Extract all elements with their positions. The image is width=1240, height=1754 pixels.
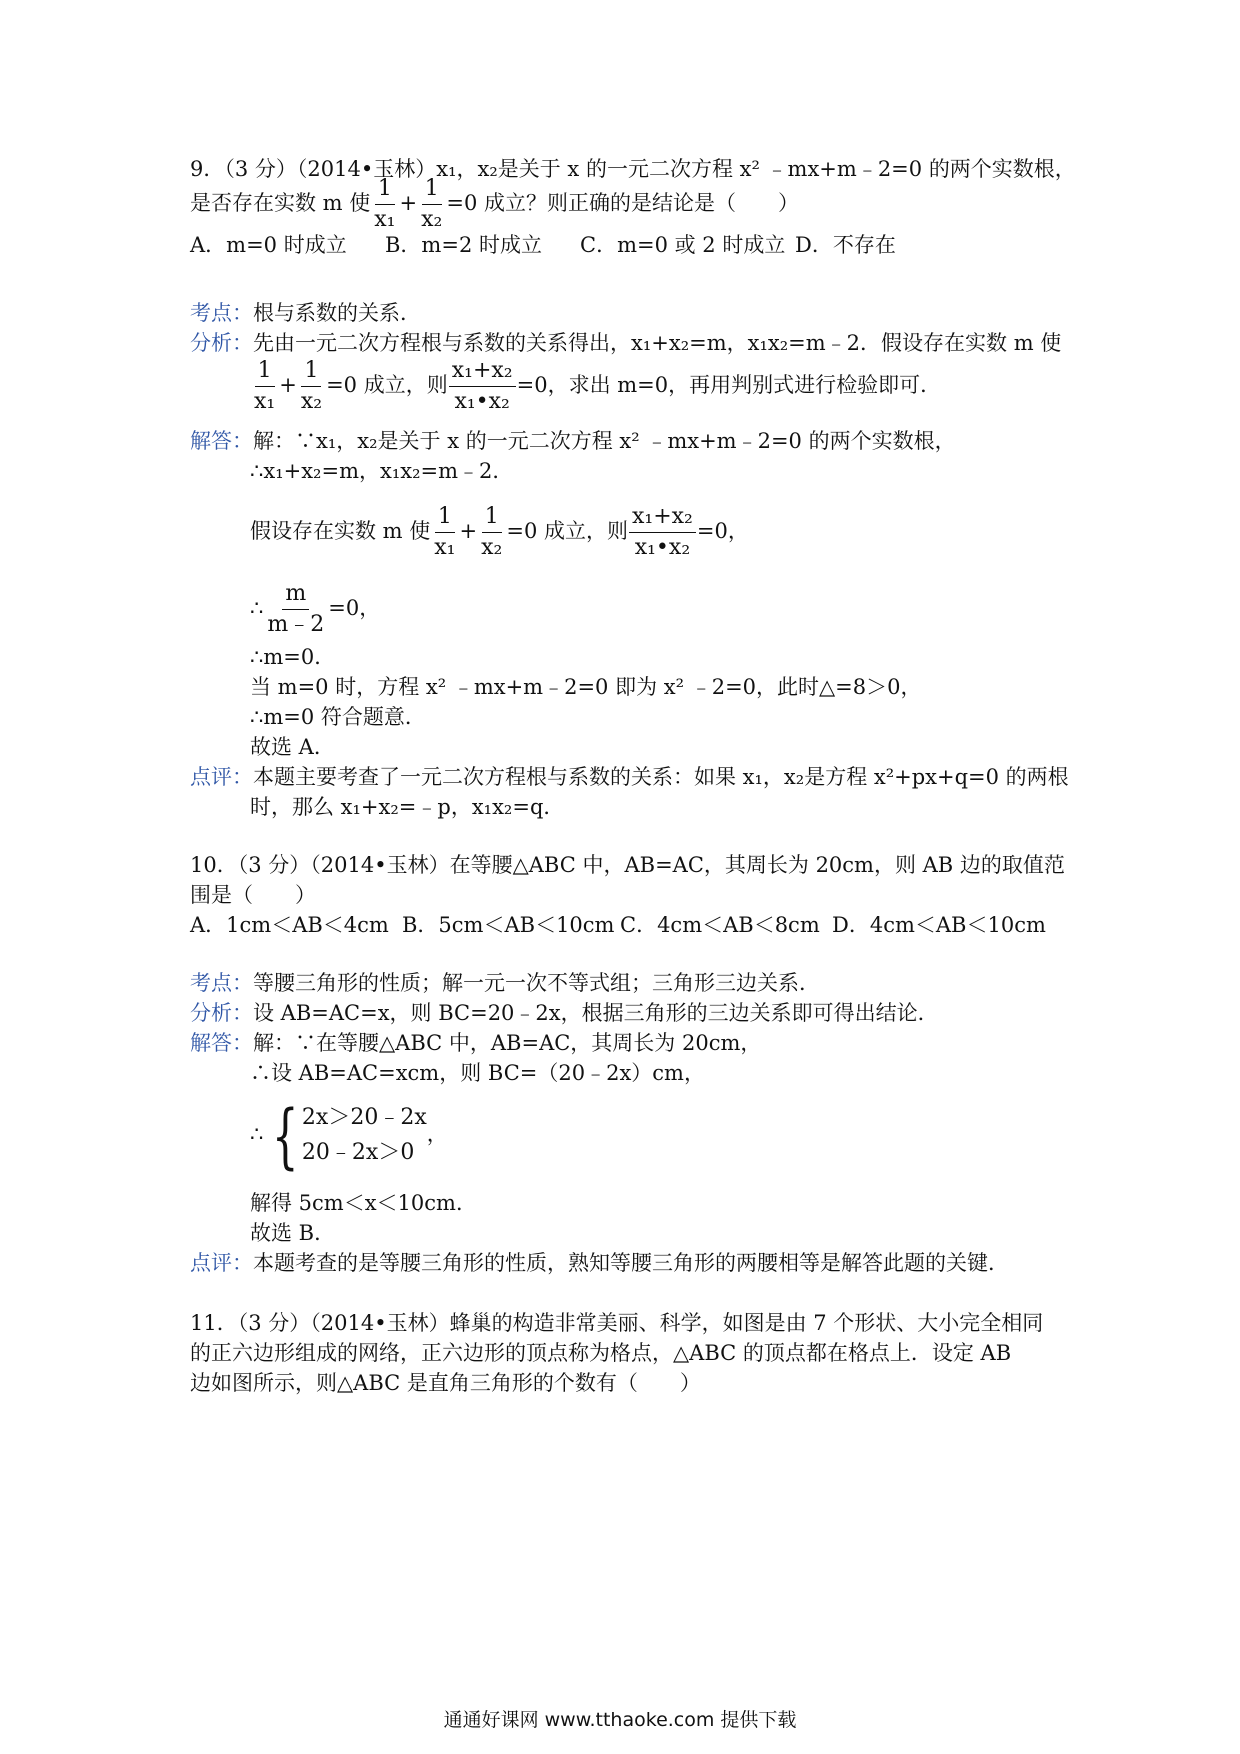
dianping-tag: 点评： xyxy=(190,765,253,789)
fenxi-tag: 分析： xyxy=(190,1001,253,1025)
q9-jieda-4 xyxy=(250,580,380,636)
fraction-numerator: x₁+x₂ xyxy=(629,506,696,533)
q9-fenxi-2 xyxy=(250,356,941,414)
q9-jieda-7: ∴m=0 符合题意． xyxy=(250,705,426,729)
fenxi-tag: 分析： xyxy=(190,331,253,355)
dianping-tag: 点评： xyxy=(190,1251,253,1275)
page-footer: 通通好课网 www.tthaoke.com 提供下载 xyxy=(443,1709,797,1731)
fraction-denominator: x₁ xyxy=(374,207,396,232)
therefore-sign: ∴ xyxy=(250,596,264,620)
q9-line2-pre: 是否存在实数 m 使 xyxy=(190,191,371,215)
fraction-numerator: 1 xyxy=(301,360,321,387)
q10-option-d: D．4cm＜AB＜10cm xyxy=(832,913,1046,937)
inequality-system xyxy=(263,1094,427,1177)
q9-options xyxy=(190,228,896,262)
q10-kaodian xyxy=(190,966,820,1000)
fraction-numerator: 1 xyxy=(482,506,502,533)
q11-line1: 11．（3 分）（2014•玉林）蜂巢的构造非常美丽、科学，如图是由 7 个形状、大小完全相同 xyxy=(190,1311,1044,1335)
plus-sign: + xyxy=(399,191,418,215)
dianping-text: 本题考查的是等腰三角形的性质，熟知等腰三角形的两腰相等是解答此题的关键． xyxy=(253,1251,1009,1275)
fraction-numerator: 1 xyxy=(375,178,395,205)
q9-option-b: B．m=2 时成立 xyxy=(385,233,542,257)
q9-fraction-1 xyxy=(371,178,398,231)
q10-options xyxy=(190,908,1046,942)
q11-line3: 边如图所示，则△ABC 是直角三角形的个数有（ ） xyxy=(190,1371,701,1395)
jieda-3-pre: 假设存在实数 m 使 xyxy=(250,519,431,543)
fraction-numerator: m xyxy=(282,583,309,610)
q9-option-d: D．不存在 xyxy=(795,233,896,257)
q9-jieda-fraction-4 xyxy=(264,583,327,636)
q10-fenxi xyxy=(190,996,939,1030)
q10-line2: 围是（ ） xyxy=(190,883,316,907)
q10-jieda-2: ∴设 AB=AC=xcm，则 BC=（20﹣2x）cm， xyxy=(250,1061,705,1085)
q10-option-a: A．1cm＜AB＜4cm xyxy=(190,913,389,937)
fraction-numerator: 1 xyxy=(422,178,442,205)
q10-jieda-1 xyxy=(190,1026,761,1060)
q9-jieda-8: 故选 A． xyxy=(250,735,335,759)
dianping-text: 本题主要考查了一元二次方程根与系数的关系：如果 x₁，x₂是方程 x²+px+q=0 的两根 xyxy=(253,765,1069,789)
q9-line2-post: =0 成立？则正确的是结论是（ ） xyxy=(446,191,799,215)
q10-dianping xyxy=(190,1246,1009,1280)
q9-dianping-2: 时，那么 x₁+x₂=﹣p，x₁x₂=q． xyxy=(250,795,565,819)
q9-fenxi-fraction-3 xyxy=(449,360,516,413)
therefore-sign: ∴ xyxy=(250,1122,264,1146)
fraction-denominator: x₂ xyxy=(421,207,443,232)
plus-sign: + xyxy=(279,373,297,397)
system-row-2: 20﹣2x＞0 xyxy=(301,1140,415,1165)
q9-jieda-5: ∴m=0． xyxy=(250,645,336,669)
q10-jieda-5: 故选 B． xyxy=(250,1221,336,1245)
fraction-denominator: m﹣2 xyxy=(267,612,325,637)
q9-jieda-fraction-3 xyxy=(629,506,696,559)
jieda-text: 解：∵x₁，x₂是关于 x 的一元二次方程 x² ﹣mx+m﹣2=0 的两个实数根， xyxy=(253,429,956,453)
fraction-denominator: x₁ xyxy=(434,535,456,560)
fraction-denominator: x₁•x₂ xyxy=(634,535,691,560)
fenxi-text: 设 AB=AC=x，则 BC=20﹣2x，根据三角形的三边关系即可得出结论． xyxy=(253,1001,939,1025)
fenxi-mid: =0 成立，则 xyxy=(326,373,448,397)
fraction-denominator: x₁ xyxy=(254,389,276,414)
q10-line1: 10．（3 分）（2014•玉林）在等腰△ABC 中，AB=AC，其周长为 20cm，则 AB 边的取值范 xyxy=(190,853,1065,877)
jieda-3-mid: =0 成立，则 xyxy=(506,519,628,543)
q9-option-c: C．m=0 或 2 时成立 xyxy=(580,233,786,257)
q10-jieda-3 xyxy=(250,1092,448,1176)
fraction-denominator: x₂ xyxy=(300,389,323,414)
fraction-denominator: x₂ xyxy=(481,535,503,560)
fenxi-post: =0，求出 m=0，再用判别式进行检验即可． xyxy=(516,373,942,397)
q9-fenxi-1 xyxy=(190,326,1061,360)
fraction-numerator: 1 xyxy=(435,506,455,533)
jieda-3-post: =0， xyxy=(696,519,749,543)
q9-line1: 9．（3 分）（2014•玉林）x₁，x₂是关于 x 的一元二次方程 x² ﹣mx+m﹣2=0 的两个实数根， xyxy=(190,157,1076,181)
system-row-1: 2x＞20﹣2x xyxy=(301,1105,427,1130)
kaodian-text: 等腰三角形的性质；解一元一次不等式组；三角形三边关系． xyxy=(253,971,820,995)
q9-jieda-2: ∴x₁+x₂=m，x₁x₂=m﹣2． xyxy=(250,459,514,483)
q9-jieda-1 xyxy=(190,424,956,458)
q9-option-a: A．m=0 时成立 xyxy=(190,233,347,257)
left-brace: { xyxy=(272,1094,300,1177)
q9-fraction-2 xyxy=(418,178,445,231)
q9-jieda-fraction-1 xyxy=(431,506,458,559)
q10-option-c: C．4cm＜AB＜8cm xyxy=(620,913,820,937)
jieda-3-post: ， xyxy=(426,1122,448,1146)
q9-kaodian xyxy=(190,296,421,330)
q11-line2: 的正六边形组成的网络，正六边形的顶点称为格点，△ABC 的顶点都在格点上．设定 AB xyxy=(190,1341,1012,1365)
kaodian-tag: 考点： xyxy=(190,301,253,325)
q9-fenxi-fraction-1 xyxy=(251,360,278,413)
kaodian-text: 根与系数的关系． xyxy=(253,301,421,325)
q9-dianping-1 xyxy=(190,760,1069,794)
fraction-numerator: x₁+x₂ xyxy=(449,360,516,387)
q10-option-b: B．5cm＜AB＜10cm xyxy=(402,913,615,937)
q9-jieda-6: 当 m=0 时，方程 x² ﹣mx+m﹣2=0 即为 x² ﹣2=0，此时△=8＞0， xyxy=(250,675,922,699)
q9-jieda-3 xyxy=(250,500,749,562)
fraction-denominator: x₁•x₂ xyxy=(454,389,510,414)
q9-line2 xyxy=(190,176,799,232)
jieda-4-post: =0， xyxy=(328,596,381,620)
q9-fenxi-fraction-2 xyxy=(298,360,325,413)
kaodian-tag: 考点： xyxy=(190,971,253,995)
jieda-text: 解：∵在等腰△ABC 中，AB=AC，其周长为 20cm， xyxy=(253,1031,762,1055)
jieda-tag: 解答： xyxy=(190,429,253,453)
plus-sign: + xyxy=(459,519,478,543)
q10-jieda-4: 解得 5cm＜x＜10cm． xyxy=(250,1191,477,1215)
jieda-tag: 解答： xyxy=(190,1031,253,1055)
fraction-numerator: 1 xyxy=(255,360,275,387)
fenxi-text: 先由一元二次方程根与系数的关系得出，x₁+x₂=m，x₁x₂=m﹣2．假设存在实数 m 使 xyxy=(253,331,1062,355)
q9-jieda-fraction-2 xyxy=(478,506,505,559)
